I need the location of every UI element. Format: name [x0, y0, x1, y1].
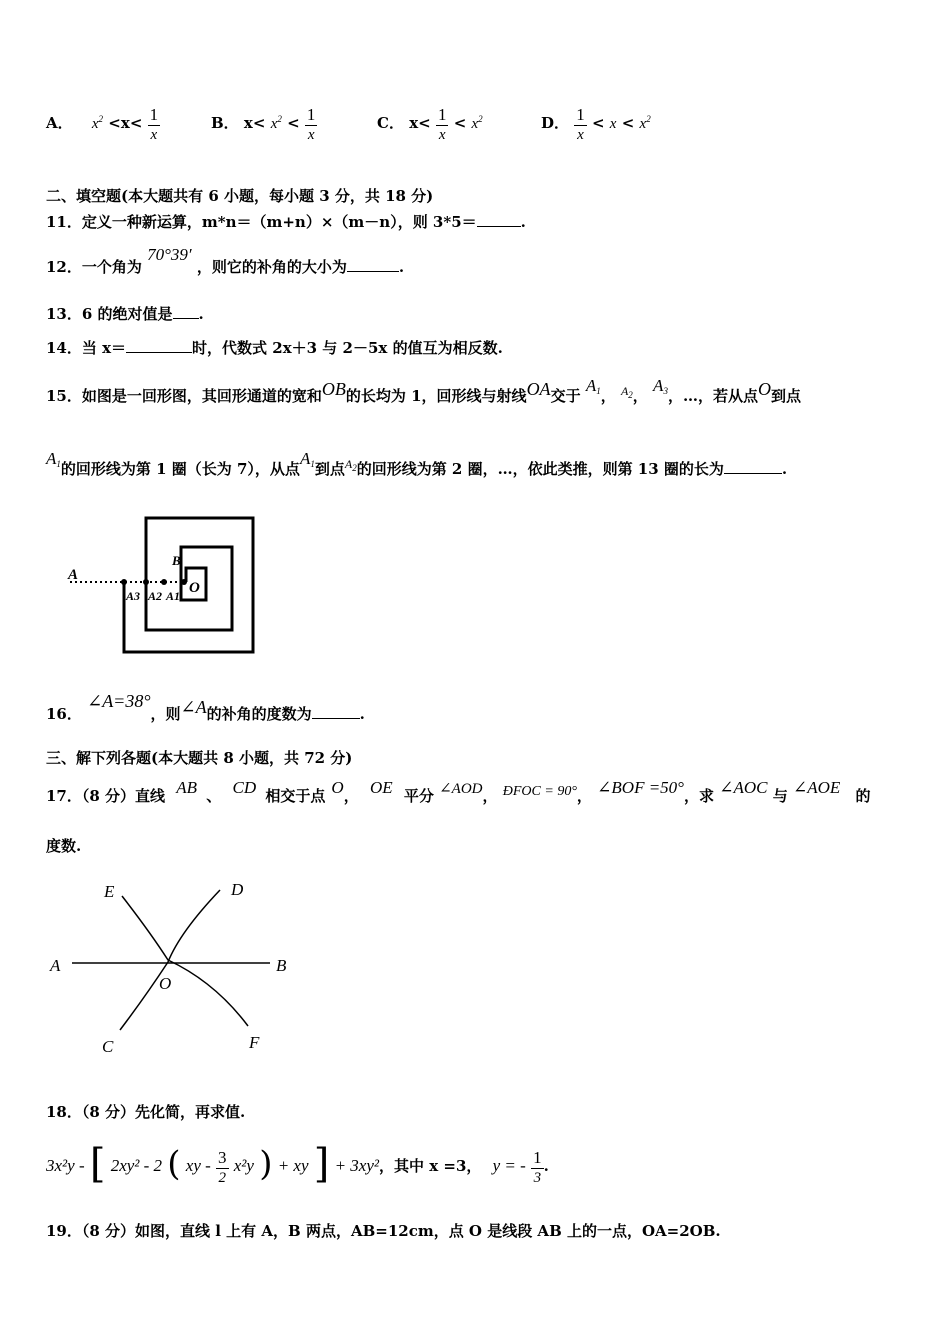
spiral-figure — [60, 508, 260, 658]
question-11: 11．定义一种新运算，m*n＝（m+n）×（m－n），则 3*5＝ . — [46, 213, 526, 231]
question-19: 19．（8 分）如图，直线 l 上有 A，B 两点，AB=12cm，点 O 是线段 AB 上的一点，OA=2OB. — [46, 1222, 721, 1240]
label-b: B — [172, 553, 181, 568]
question-14: 14．当 x＝ 时，代数式 2x＋3 与 2－5x 的值互为相反数. — [46, 339, 503, 357]
label-a3: A3 — [126, 589, 141, 603]
question-13: 13．6 的绝对值是 . — [46, 305, 204, 323]
question-15-line1: 15．如图是一回形图，其回形通道的宽和OB的长均为 1，回形线与射线OA交于 $A_1$， $^{A_2}$， $A_3$，…，若从点O到点 — [46, 376, 801, 405]
question-18-title: 18．（8 分）先化简，再求值. — [46, 1103, 246, 1121]
label-e: E — [104, 882, 115, 901]
label-c: C — [102, 1037, 114, 1056]
label-f: F — [249, 1033, 260, 1052]
option-a: A． $x^2 <x<$ $\frac{1}{x}$ — [46, 104, 159, 143]
label-d: D — [231, 880, 244, 899]
question-17-line1: 17．（8 分）直线 AB 、 CD 相交于点 O， OE 平分 ∠AOD， ÐFOC = 90°， ∠BOF =50°，求 ∠AOC 与 ∠AOE 的 — [46, 778, 871, 805]
label-o: O — [189, 580, 200, 596]
question-17-line2: 度数. — [46, 837, 82, 855]
label-a: A — [68, 567, 79, 583]
label-a2: A2 — [148, 589, 163, 603]
section-2-heading: 二、填空题(本大题共有 6 小题，每小题 3 分，共 18 分) — [46, 187, 434, 205]
option-c: C． x< $\frac{1}{x}$ < $x^2$ — [377, 104, 483, 143]
label-o: O — [159, 974, 172, 993]
option-b: B． $x< x^2$ < $\frac{1}{x}$ — [211, 104, 316, 143]
angles-figure — [40, 872, 310, 1062]
question-16: 16． ∠A=38°，则∠A的补角的度数为 . — [46, 691, 365, 723]
option-d: D． $\frac{1}{x}$ < $x < x^2$ — [541, 104, 651, 143]
label-a1: A1 — [166, 589, 181, 603]
label-a: A — [50, 956, 61, 975]
label-b: B — [276, 956, 287, 975]
section-3-heading: 三、解下列各题(本大题共 8 小题，共 72 分) — [46, 749, 353, 767]
question-15-line2: $A_1$的回形线为第 1 圈（长为 7），从点$A_1$到点$^{A_2}$的回形线为第 2 圈，…，依此类推，则第 13 圈的长为 . — [46, 449, 788, 478]
question-12: 12．一个角为 70°39′ ，则它的补角的大小为 . — [46, 245, 405, 276]
question-18-expression: 3x²y - [ 2xy² - 2 ( xy - $\frac{3}{2}$ x²y ) + xy ] + 3xy²，其中 x =3， y = - $\frac{1}{3}$ . — [46, 1141, 549, 1187]
